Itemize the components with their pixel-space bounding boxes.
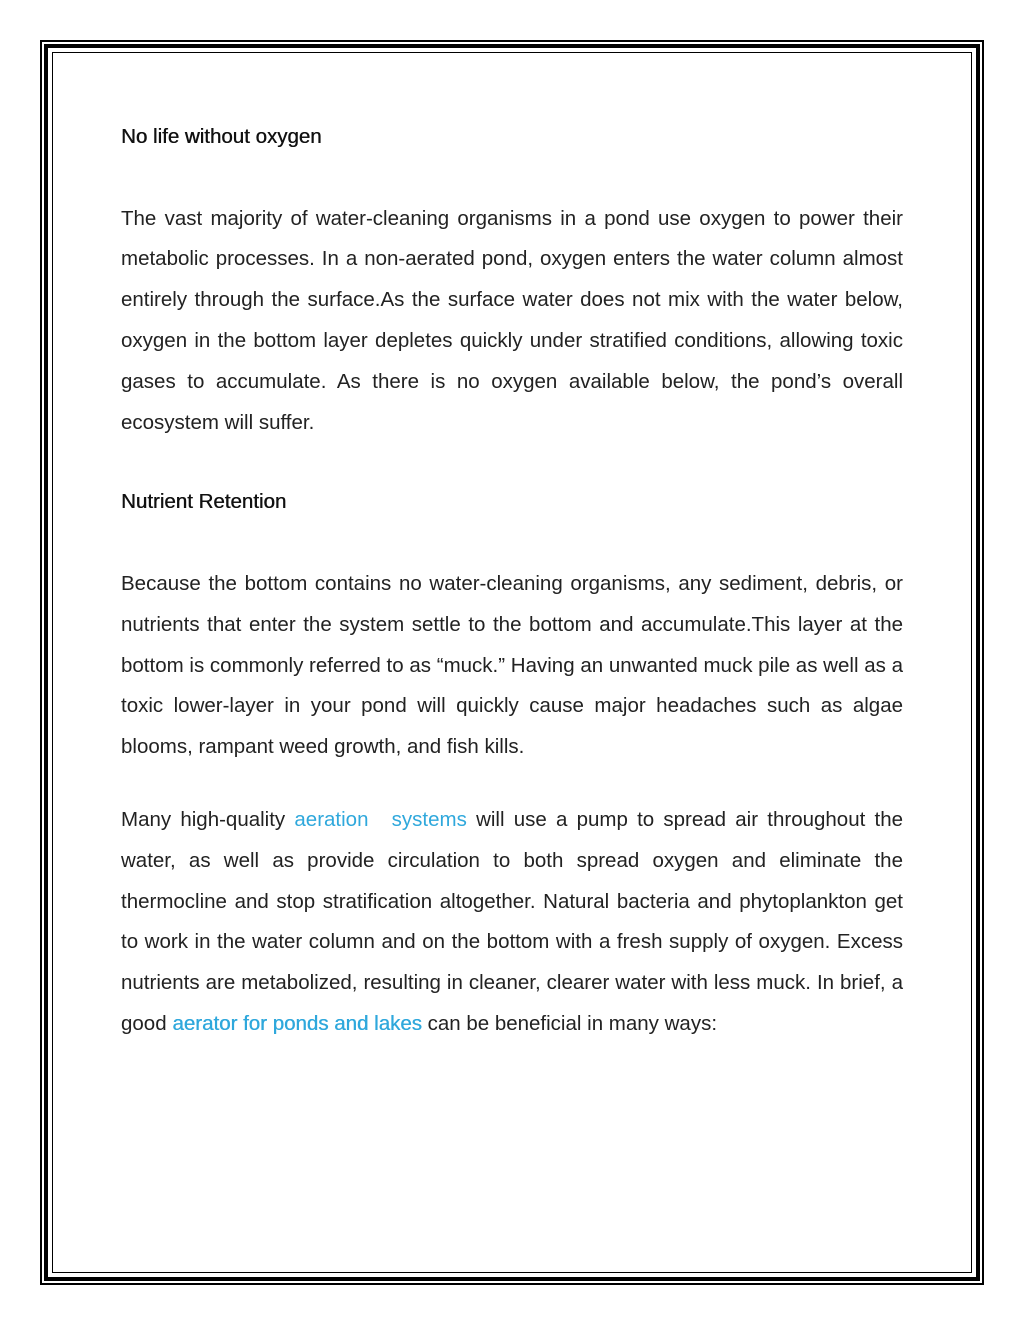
aerator-for-ponds-link[interactable]: aerator for ponds and lakes (172, 1011, 422, 1035)
closing-text-end: can be beneficial in many ways: (421, 1011, 718, 1035)
section-paragraph-oxygen: The vast majority of water-cleaning organisms in a pond use oxygen to power their metabolic processes. In a non-aerated pond, oxygen enters the water column almost entirely through the surface.As the surface water does not mix with the water below, oxygen in the bottom layer depletes quickly under stratified conditions, allowing toxic gases to accumulate. As there is no oxygen available below, the pond’s overall ecosystem will suffer. (121, 206, 903, 434)
closing-text-body: will use a pump to spread air throughout the water, as well as provide circulation to both spread oxygen and eliminate the thermocline and stop stratification altogether. Natural bacteria and phytoplankton get to work in the water column and on the bottom with a fresh supply of oxygen. Excess nutrients are metabolized, resulting in cleaner, clearer water with less muck. In brief, a good (121, 807, 903, 1035)
document-body (121, 125, 903, 1045)
section-paragraph-nutrient-retention: Because the bottom contains no water-cleaning organisms, any sediment, debris, or nutrients that enter the system settle to the bottom and accumulate.This layer at the bottom is commonly referred to as “muck.” Having an unwanted muck pile as well as a toxic lower-layer in your pond will quickly cause major headaches such as algae blooms, rampant weed growth, and fish kills. (121, 571, 903, 759)
aeration-systems-link[interactable]: aeration systems (294, 807, 467, 831)
closing-paragraph (121, 800, 903, 1045)
closing-text-intro: Many high-quality (121, 807, 295, 831)
section-heading-oxygen: No life without oxygen (121, 125, 322, 148)
section-heading-nutrient-retention: Nutrient Retention (121, 490, 287, 514)
